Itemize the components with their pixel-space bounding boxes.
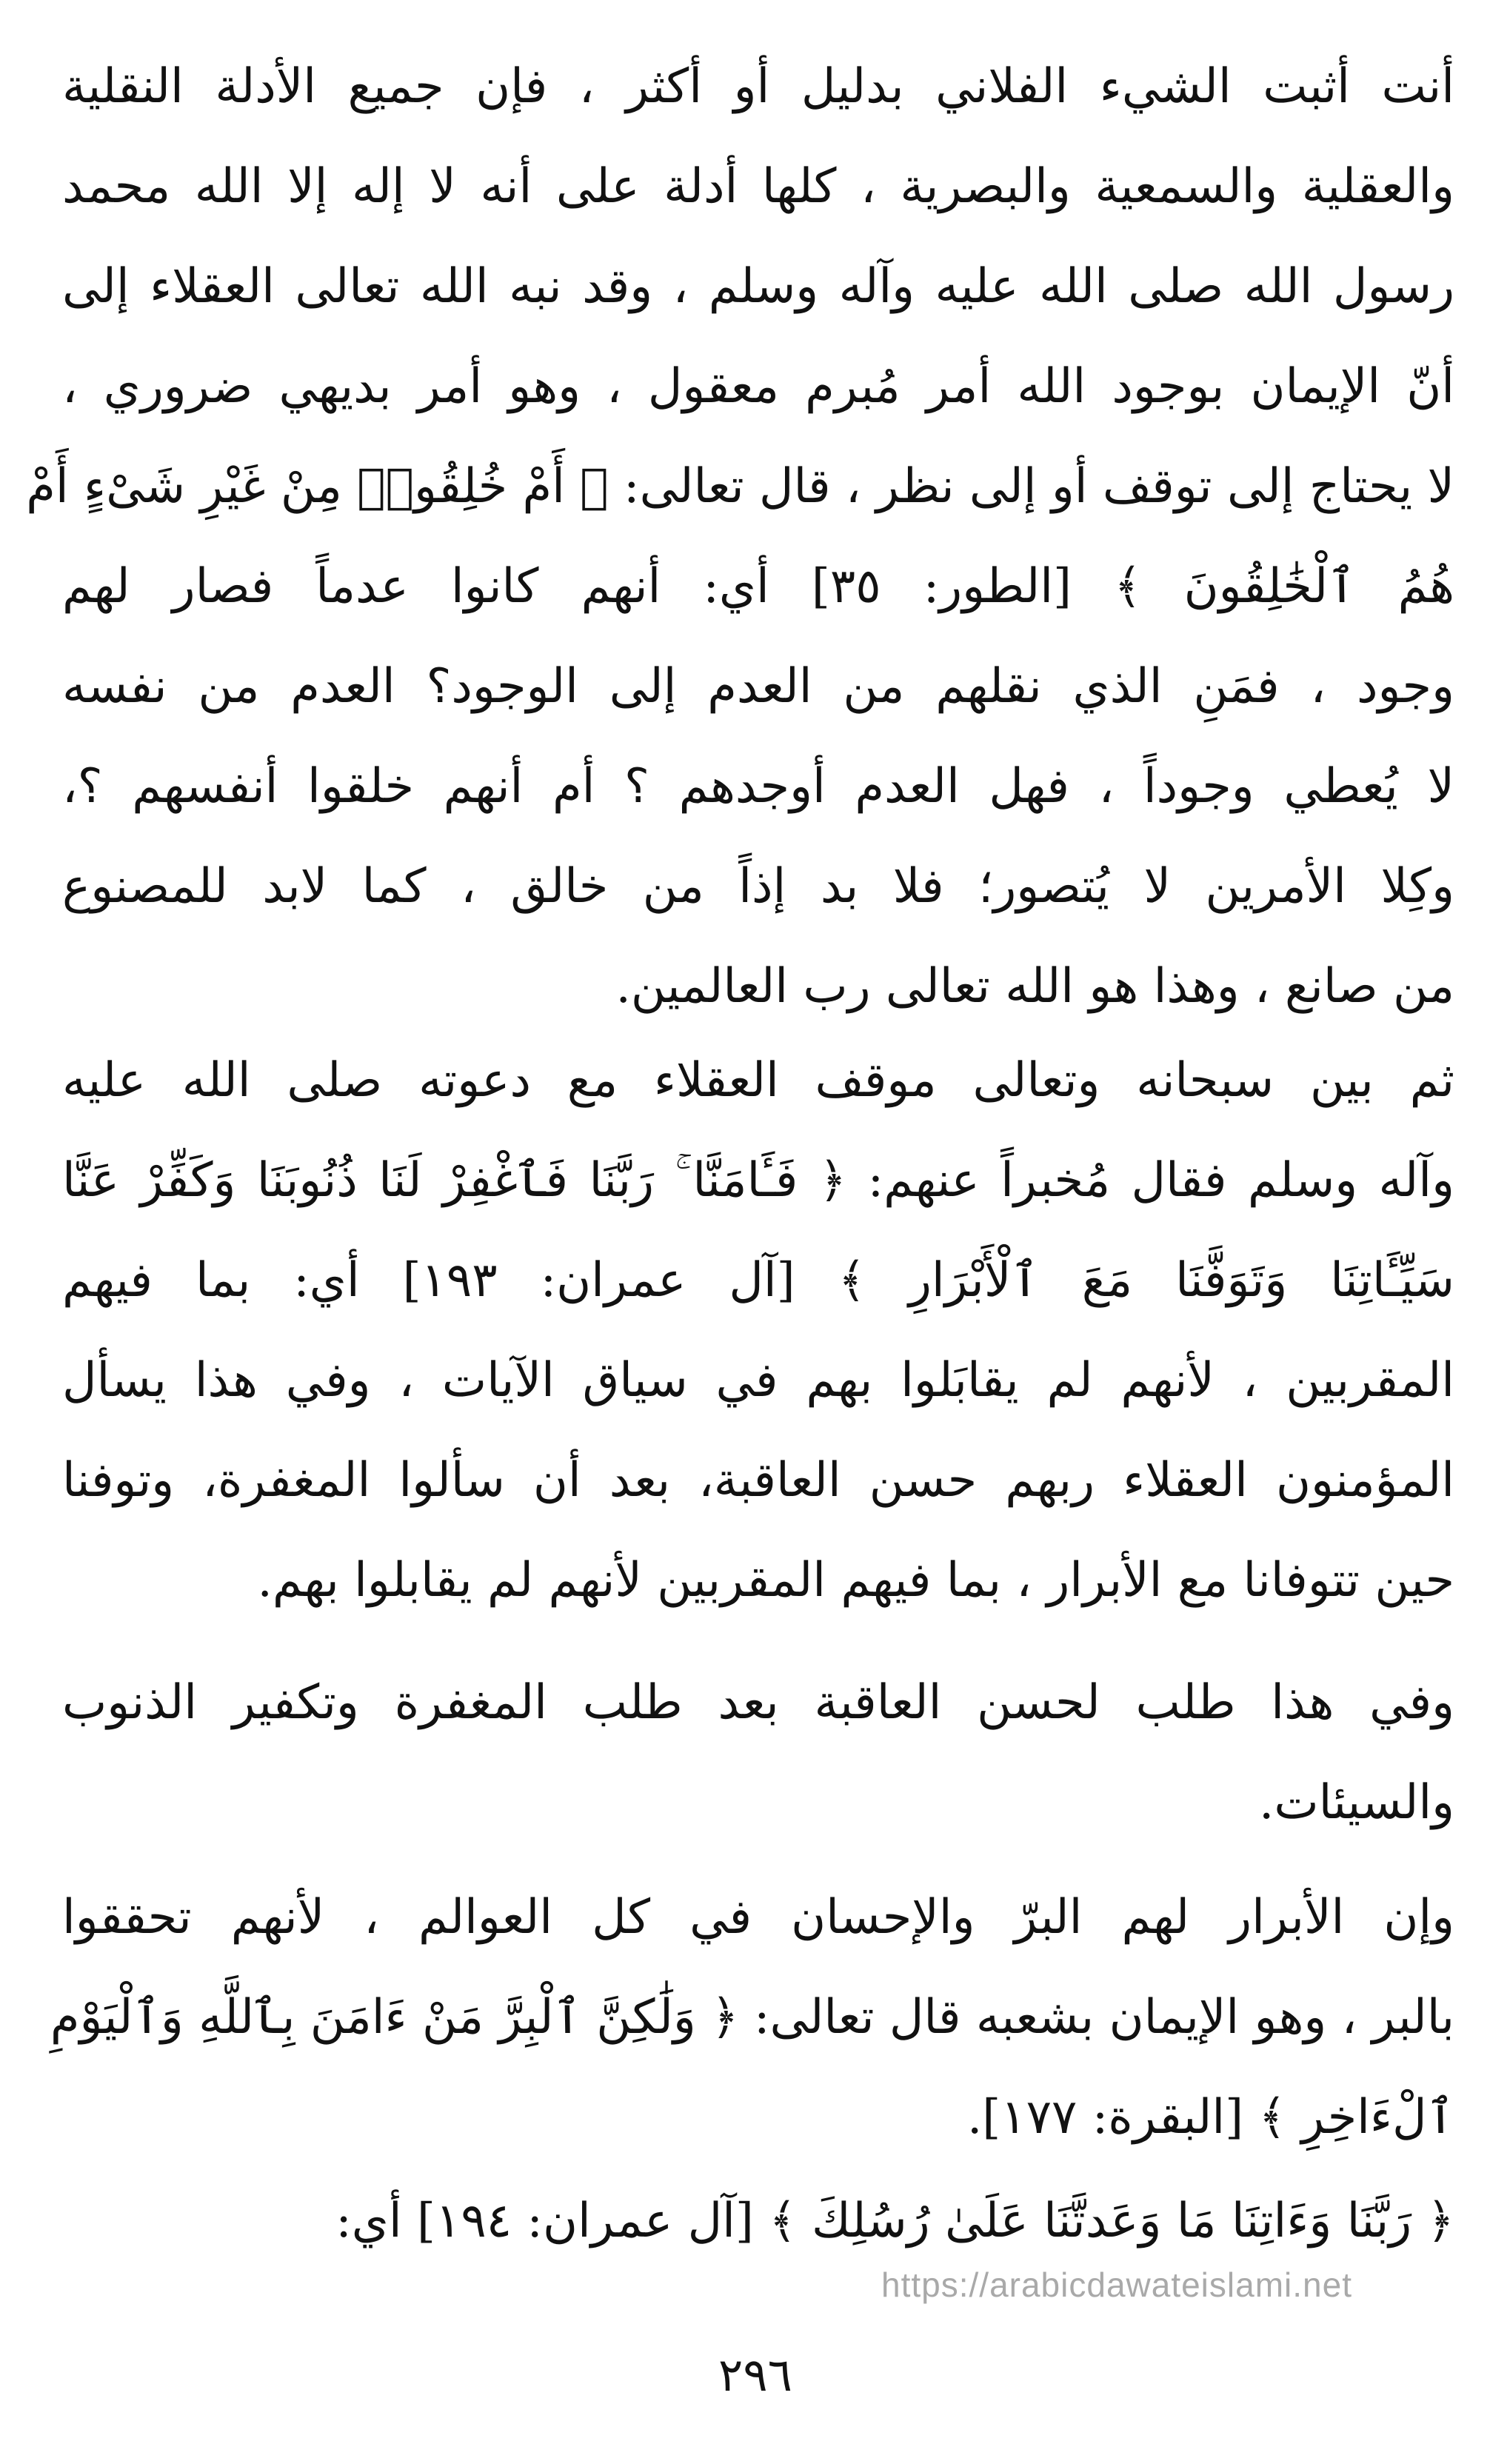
text-line: هُمُ ٱلْخَٰلِقُونَ ﴾ [الطور: ٣٥] أي: أنهم كانوا عدماً فصار لهم: [62, 559, 1455, 614]
text-line: ثم بين سبحانه وتعالى موقف العقلاء مع دعوته صلى الله عليه: [62, 1053, 1455, 1108]
text-line: لا يحتاج إلى توقف أو إلى نظر ، قال تعالى: ﴿ أَمْ خُلِقُوا۟ مِنْ غَيْرِ شَىْءٍ أَمْ: [26, 459, 1454, 514]
text-line: بالبر ، وهو الإيمان بشعبه قال تعالى: ﴿ وَلَٰكِنَّ ٱلْبِرَّ مَنْ ءَامَنَ بِٱللَّهِ وَٱلْيَوْمِ: [50, 1990, 1454, 2045]
text-line: المقربين ، لأنهم لم يقابَلوا بهم في سياق الآيات ، وفي هذا يسأل: [62, 1353, 1455, 1408]
paragraph-stance-of-the-wise: [62, 1031, 1454, 1631]
text-line: وجود ، فمَنِ الذي نقلهم من العدم إلى الوجود؟ العدم من نفسه: [62, 659, 1455, 714]
text-line: من صانع ، وهذا هو الله تعالى رب العالمين.: [615, 959, 1454, 1014]
text-line: حين تتوفانا مع الأبرار ، بما فيهم المقربين لأنهم لم يقابلوا بهم.: [257, 1553, 1454, 1608]
text-line: رسول الله صلى الله عليه وآله وسلم ، وقد نبه الله تعالى العقلاء إلى: [62, 259, 1455, 314]
text-line: ﴿ رَبَّنَا وَءَاتِنَا مَا وَعَدتَّنَا عَلَىٰ رُسُلِكَ ﴾ [آل عمران: ١٩٤] أي:: [335, 2194, 1454, 2248]
text-line: أنت أثبت الشيء الفلاني بدليل أو أكثر ، فإن جميع الأدلة النقلية: [62, 59, 1454, 114]
page-number: ٢٩٦: [718, 2348, 792, 2402]
text-line: ٱلْءَاخِرِ ﴾ [البقرة: ١٧٧].: [966, 2090, 1454, 2145]
text-line: سَيِّـَٔاتِنَا وَتَوَفَّنَا مَعَ ٱلْأَبْرَارِ ﴾ [آل عمران: ١٩٣] أي: بما فيهم: [62, 1253, 1455, 1308]
text-line: المؤمنون العقلاء ربهم حسن العاقبة، بعد أن سألوا المغفرة، وتوفنا: [62, 1453, 1454, 1508]
text-line: وآله وسلم فقال مُخبراً عنهم: ﴿ فَـَٔامَنَّا ۚ رَبَّنَا فَٱغْفِرْ لَنَا ذُنُوبَنَا وَكَفِّرْ عَنَّا: [62, 1153, 1454, 1208]
text-line: والسيئات.: [1259, 1775, 1454, 1830]
text-line: والعقلية والسمعية والبصرية ، كلها أدلة على أنه لا إله إلا الله محمد: [62, 159, 1454, 214]
paragraph-verse-194: [62, 2171, 1454, 2271]
paragraph-good-ending: [62, 1653, 1454, 1853]
text-line: وفي هذا طلب لحسن العاقبة بعد طلب المغفرة وتكفير الذنوب: [62, 1675, 1455, 1730]
paragraph-righteous: [50, 1868, 1454, 2168]
watermark-url: https://arabicdawateislami.net: [881, 2266, 1352, 2304]
text-line: لا يُعطي وجوداً ، فهل العدم أوجدهم ؟ أم أنهم خلقوا أنفسهم ؟،: [62, 759, 1455, 814]
text-line: أنّ الإيمان بوجود الله أمر مُبرم معقول ، وهو أمر بديهي ضروري ،: [62, 359, 1454, 414]
text-line: وكِلا الأمرين لا يُتصور؛ فلا بد إذاً من خالق ، كما لابد للمصنوع: [62, 859, 1454, 914]
text-line: وإن الأبرار لهم البرّ والإحسان في كل العوالم ، لأنهم تحققوا: [62, 1890, 1454, 1945]
paragraph-existence-of-god: [26, 37, 1455, 1037]
